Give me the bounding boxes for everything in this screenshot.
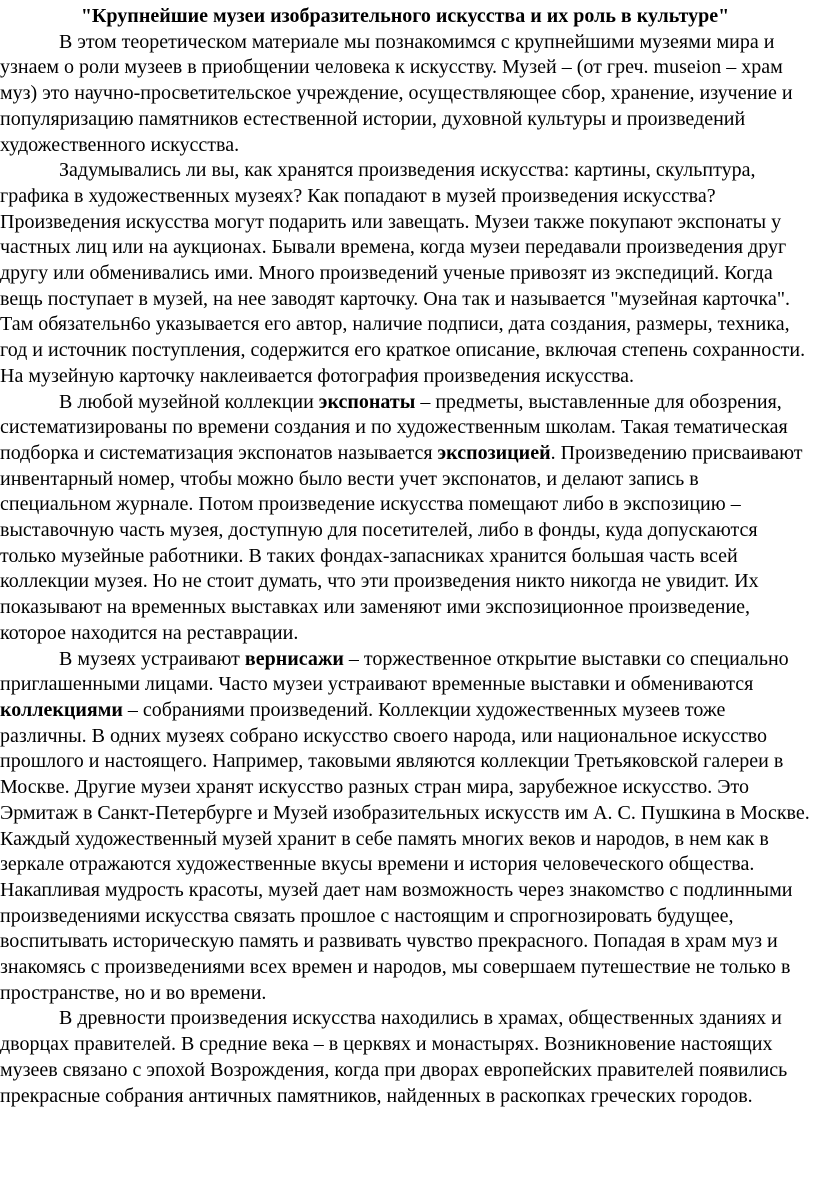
paragraph-history: В древности произведения искусства находились в храмах, общественных зданиях и дворцах правителей. В средние века – в церквях и монастырях. Возникновение настоящих музеев связано с эпохой Возрождения, когда при дворах европейских правителей появились прекрасные собрания античных памятников, найденных в раскопках греческих городов. xyxy=(0,1007,788,1107)
paragraph-vernissage-text-1: В музеях устраивают xyxy=(59,647,245,670)
paragraph-exhibits-text-3: . Произведению присваивают инвентарный номер, чтобы можно было вести учет экспонатов, и делают запись в специальном журнале. Потом произведение искусства помещают либо в экспозицию – выставочную часть музея, доступную для посетителей, либо в фонды, куда допускаются только музейные работники. В таких фондах-запасниках хранится большая часть всей коллекции музея. Но не стоит думать, что эти произведения никто никогда не увидит. Их показывают на временных выставках или заменяют ими экспозиционное произведение, которое находится на реставрации. xyxy=(0,441,803,644)
paragraph-exhibits xyxy=(0,390,810,647)
paragraph-exhibits-text-2: – предметы, выставленные для обозрения, систематизированы по времени создания и по художественным школам. Такая тематическая подборка и систематизация экспонатов называется xyxy=(0,390,788,464)
paragraph-vernissage-text-3: – собраниями произведений. Коллекции художественных музеев тоже различны. В одних музеях собрано искусство своего народа, или национальное искусство прошлого и настоящего. Например, таковыми являются коллекции Третьяковской галереи в Москве. Другие музеи хранят искусство разных стран мира, зарубежное искусство. Это Эрмитаж в Санкт-Петербурге и Музей изобразительных искусств им А. С. Пушкина в Москве. Каждый художественный музей хранит в себе память многих веков и народов, в нем как в зеркале отражаются художественные вкусы времени и история человеческого общества. Накапливая мудрость красоты, музей дает нам возможность через знакомство с подлинными произведениями искусства связать прошлое с настоящим и спрогнозировать будущее, воспитывать историческую память и развивать чувство прекрасного. Попадая в храм муз и знакомясь с произведениями всех времен и народов, мы совершаем путешествие не только в пространстве, но и во времени. xyxy=(0,698,810,1004)
term-vernissage: вернисажи xyxy=(244,647,344,670)
term-exposition: экспозицией xyxy=(437,441,551,464)
paragraph-exhibits-text-1: В любой музейной коллекции xyxy=(59,390,319,413)
term-collections: коллекциями xyxy=(0,698,123,721)
paragraph-vernissage xyxy=(0,647,810,1007)
term-exhibits: экспонаты xyxy=(318,390,416,413)
paragraph-storage: Задумывались ли вы, как хранятся произведения искусства: картины, скульптура, графика в художественных музеях? Как попадают в музей произведения искусства? Произведения искусства могут подарить или завещать. Музеи также покупают экспонаты у частных лиц или на аукционах. Бывали времена, когда музеи передавали произведения друг другу или обменивались ими. Много произведений ученые привозят из экспедиций. Когда вещь поступает в музей, на нее заводят карточку. Она так и называется "музейная карточка". Там обязательн6о указывается его автор, наличие подписи, дата создания, размеры, техника, год и источник поступления, содержится его краткое описание, включая степень сохранности. На музейную карточку наклеивается фотография произведения искусства. xyxy=(0,159,806,387)
paragraph-intro: В этом теоретическом материале мы познакомимся с крупнейшими музеями мира и узнаем о роли музеев в приобщении человека к искусству. Музей – (от греч. museion – храм муз) это научно-просветительское учреждение, осуществляющее сбор, хранение, изучение и популяризацию памятников естественной истории, духовной культуры и произведений художественного искусства. xyxy=(0,30,793,156)
document-title: "Крупнейшие музеи изобразительного искусства и их роль в культуре" xyxy=(80,5,730,27)
paragraph-vernissage-text-2: – торжественное открытие выставки со специально приглашенными лицами. Часто музеи устраивают временные выставки и обмениваются xyxy=(0,647,789,696)
